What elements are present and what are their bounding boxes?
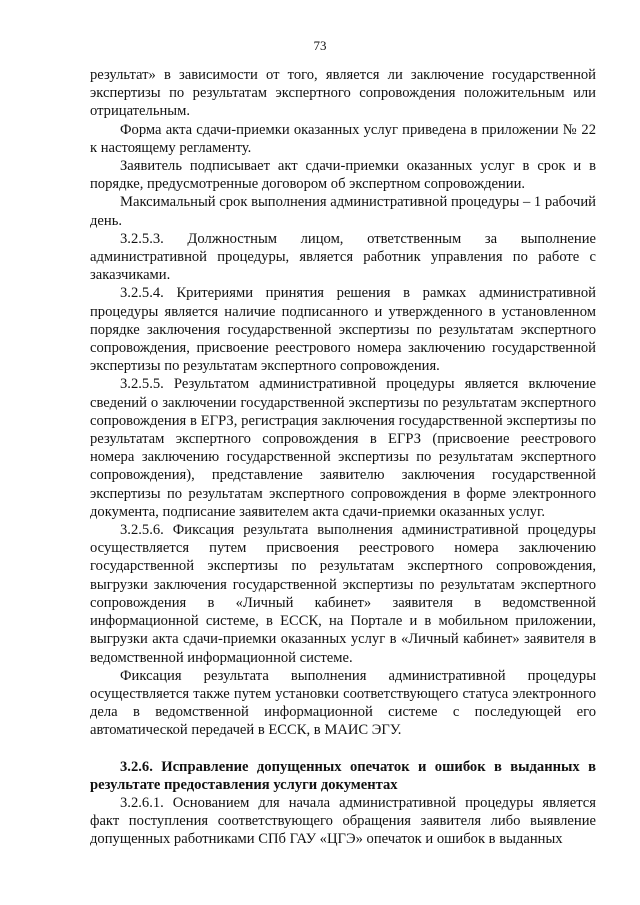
paragraph-max-term: Максимальный срок выполнения административной процедуры – 1 рабочий день. — [90, 194, 596, 229]
paragraph-3-2-5-5: 3.2.5.5. Результатом административной процедуры является включение сведений о заключении государственной экспертизы по результатам экспертного сопровождения в ЕГРЗ, регистрация заключения государственной экспертизы по результатам экспертного сопровождения в ЕГРЗ (присвоение реестрового номера заключению государственной экспертизы по результатам экспертного сопровождения), представление заявителю заключения государственной экспертизы по результатам экспертного сопровождения в форме электронного документа, подписание заявителем акта сдачи-приемки оказанных услуг. — [90, 376, 596, 520]
page-number: 73 — [313, 38, 327, 53]
paragraph-3-2-5-6: 3.2.5.6. Фиксация результата выполнения административной процедуры осуществляется путем присвоения реестрового номера заключению государственной экспертизы по результатам экспертного сопровождения, выгрузки заключения государственной экспертизы по результатам экспертного сопровождения в «Личный кабинет» заявителя в ведомственной информационной системе, в ЕССК, на Портале и в мобильном приложении, выгрузки акта сдачи-приемки оказанных услуг в «Личный кабинет» заявителя в ведомственной информационной системе. — [90, 522, 596, 666]
paragraph-status-fixation: Фиксация результата выполнения административной процедуры осуществляется также путем установки соответствующего статуса электронного дела в ведомственной информационной системе с последующей его автоматической передачей в ЕССК, в МАИС ЭГУ. — [90, 667, 596, 739]
paragraph-act-form: Форма акта сдачи-приемки оказанных услуг приведена в приложении № 22 к настоящему регламенту. — [90, 121, 596, 156]
paragraph-3-2-5-4: 3.2.5.4. Критериями принятия решения в рамках административной процедуры является наличие подписанного и утвержденного в установленном порядке заключения государственной экспертизы по результатам экспертного сопровождения, присвоение реестрового номера заключению государственной экспертизы по результатам экспертного сопровождения. — [90, 285, 596, 375]
paragraph-applicant-signs: Заявитель подписывает акт сдачи-приемки оказанных услуг в срок и в порядке, предусмотренные договором об экспертном сопровождении. — [90, 158, 596, 193]
paragraph-result-continuation: результат» в зависимости от того, является ли заключение государственной экспертизы по результатам экспертного сопровождения положительным или отрицательным. — [90, 67, 596, 120]
paragraph-3-2-6-1: 3.2.6.1. Основанием для начала административной процедуры является факт поступления соответствующего обращения заявителя либо выявление допущенных работниками СПб ГАУ «ЦГЭ» опечаток и ошибок в выданных — [90, 794, 596, 848]
paragraph-3-2-5-3: 3.2.5.3. Должностным лицом, ответственным за выполнение административной процедуры, является работник управления по работе с заказчиками. — [90, 230, 596, 284]
section-spacer — [90, 740, 596, 758]
section-heading-3-2-6: 3.2.6. Исправление допущенных опечаток и ошибок в выданных в результате предоставления услуги документах — [90, 758, 596, 793]
document-body — [90, 66, 596, 849]
